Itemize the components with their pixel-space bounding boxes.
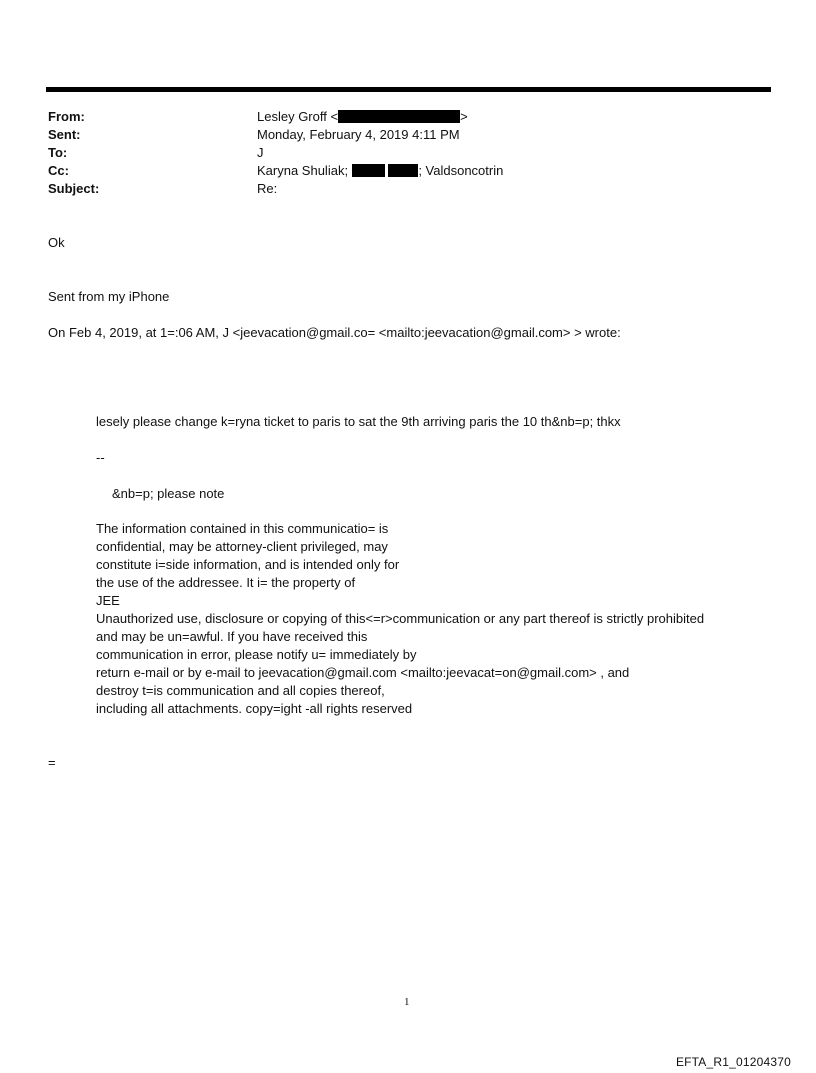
quoted-dashes: -- — [96, 450, 105, 465]
disclaimer-line: destroy t=is communication and all copies thereof, — [96, 683, 385, 698]
redaction-box — [352, 164, 385, 177]
from-end: > — [460, 109, 468, 124]
from-row — [48, 108, 503, 126]
quoted-message: lesely please change k=ryna ticket to paris to sat the 9th arriving paris the 10 th&nb=p; thkx — [96, 414, 621, 429]
quoted-note: &nb=p; please note — [112, 486, 225, 501]
cc-label: Cc: — [48, 163, 69, 178]
redaction-box — [388, 164, 418, 177]
disclaimer-line: the use of the addressee. It i= the property of — [96, 575, 356, 590]
sent-value: Monday, February 4, 2019 4:11 PM — [257, 127, 460, 142]
to-label: To: — [48, 145, 68, 160]
cc-last: ; Valdsoncotrin — [418, 163, 504, 178]
page-number: 1 — [404, 996, 410, 1008]
disclaimer-line: confidential, may be attorney-client privileged, may — [96, 539, 388, 554]
disclaimer-line: The information contained in this communicatio= is — [96, 521, 389, 536]
header-rule — [46, 87, 771, 92]
trailer-mark: = — [48, 755, 56, 770]
cc-value — [257, 162, 503, 180]
sent-label: Sent: — [48, 127, 81, 142]
from-label: From: — [48, 109, 85, 124]
quote-intro: On Feb 4, 2019, at 1=:06 AM, J <jeevacation@gmail.co= <mailto:jeevacation@gmail.com> > wrote: — [48, 325, 621, 340]
subject-value: Re: — [257, 181, 278, 196]
from-value — [257, 108, 468, 126]
signature-text: Sent from my iPhone — [48, 289, 170, 304]
bates-number: EFTA_R1_01204370 — [675, 1055, 791, 1069]
disclaimer-line: return e-mail or by e-mail to jeevacation@gmail.com <mailto:jeevacat=on@gmail.com> , and — [96, 665, 630, 680]
to-value: J — [257, 145, 264, 160]
cc-row — [48, 162, 503, 180]
subject-label: Subject: — [48, 181, 100, 196]
sent-row — [48, 126, 503, 144]
reply-text: Ok — [48, 235, 65, 250]
disclaimer-line: and may be un=awful. If you have received this — [96, 629, 368, 644]
disclaimer-line: communication in error, please notify u= immediately by — [96, 647, 417, 662]
disclaimer-line: constitute i=side information, and is intended only for — [96, 557, 400, 572]
redaction-box — [338, 110, 460, 123]
disclaimer-line: JEE — [96, 593, 120, 608]
to-row — [48, 144, 503, 162]
subject-row — [48, 180, 503, 198]
email-header — [48, 108, 503, 198]
from-name: Lesley Groff < — [257, 109, 339, 124]
disclaimer — [96, 520, 704, 718]
cc-first: Karyna Shuliak; — [257, 163, 349, 178]
disclaimer-line: Unauthorized use, disclosure or copying of this<=r>communication or any part thereof is strictly prohibited — [96, 611, 705, 626]
disclaimer-line: including all attachments. copy=ight -all rights reserved — [96, 701, 413, 716]
